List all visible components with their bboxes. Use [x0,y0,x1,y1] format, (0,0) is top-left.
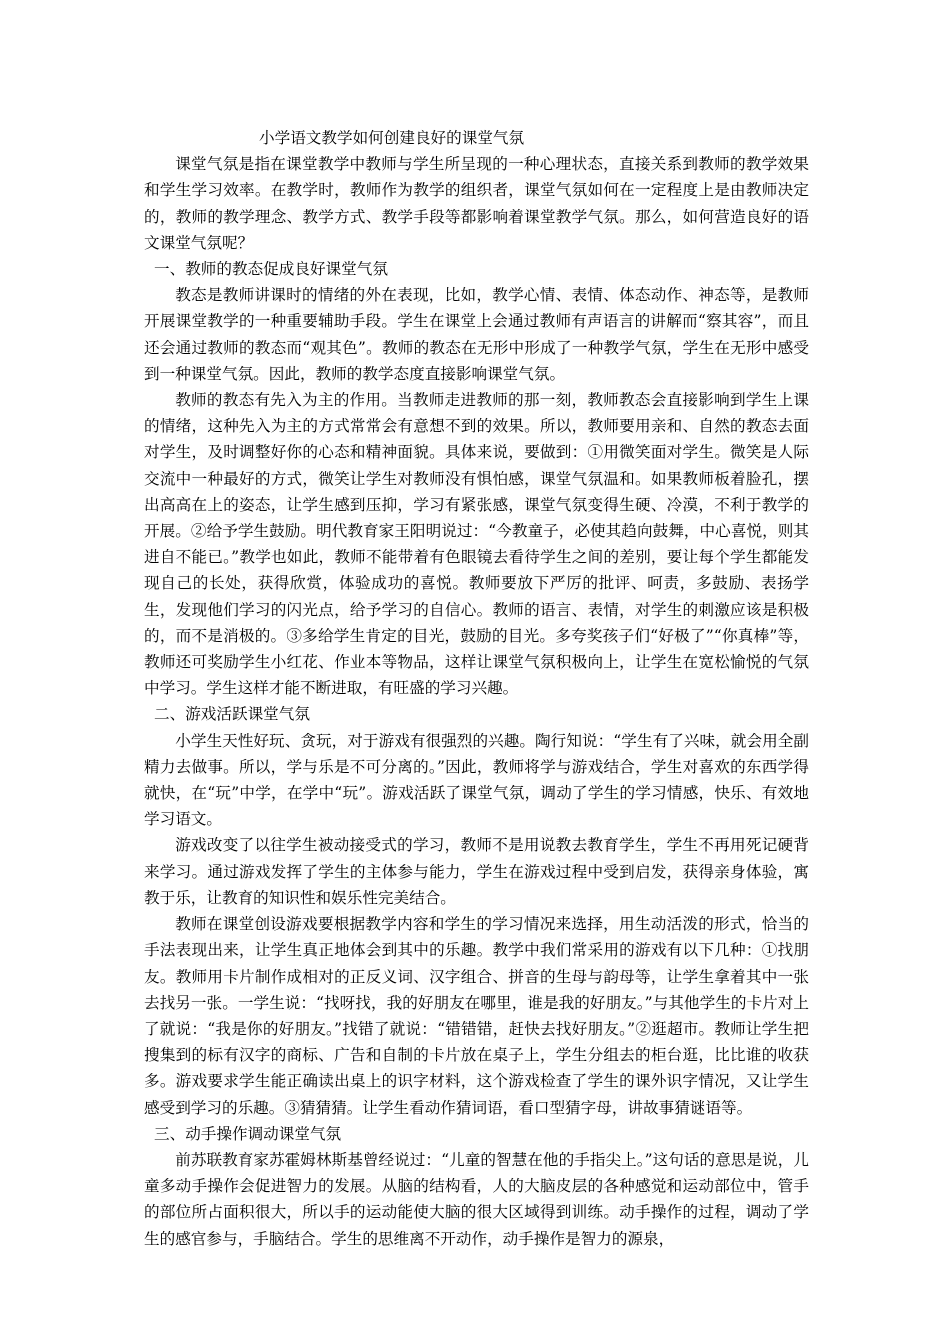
paragraph-2-2: 游戏改变了以往学生被动接受式的学习，教师不是用说教去教育学生，学生不再用死记硬背来学习。通过游戏发挥了学生的主体参与能力，学生在游戏过程中受到启发，获得亲身体验，寓教于乐，让教育的知识性和娱乐性完美结合。 [144,836,809,907]
section-heading-3: 三、动手操作调动课堂气氛 [154,1124,342,1143]
document-title: 小学语文教学如何创建良好的课堂气氛 [259,129,525,147]
paragraph-3-1: 前苏联教育家苏霍姆林斯基曾经说过：“儿童的智慧在他的手指尖上。”这句话的意思是说，儿童多动手操作会促进智力的发展。从脑的结构看，人的大脑皮层的各种感觉和运动部位中，管手的部位所占面积很大，所以手的运动能使大脑的很大区域得到训练。动手操作的过程，调动了学生的感官参与，手脑结合。学生的思维离不开动作，动手操作是智力的源泉， [144,1150,809,1248]
document-body [144,125,809,1252]
paragraph-intro: 课堂气氛是指在课堂教学中教师与学生所呈现的一种心理状态，直接关系到教师的教学效果和学生学习效率。在教学时，教师作为教学的组织者，课堂气氛如何在一定程度上是由教师决定的，教师的教学理念、教学方式、教学手段等都影响着课堂教学气氛。那么，如何营造良好的语文课堂气氛呢？ [144,155,809,252]
paragraph-1-1: 教态是教师讲课时的情绪的外在表现，比如，教学心情、表情、体态动作、神态等，是教师开展课堂教学的一种重要辅助手段。学生在课堂上会通过教师有声语言的讲解而“察其容”，而且还会通过教师的教态而“观其色”。教师的教态在无形中形成了一种教学气氛，学生在无形中感受到一种课堂气氛。因此，教师的教学态度直接影响课堂气氛。 [144,286,809,383]
paragraph-1-2: 教师的教态有先入为主的作用。当教师走进教师的那一刻，教师教态会直接影响到学生上课的情绪，这种先入为主的方式常常会有意想不到的效果。所以，教师要用亲和、自然的教态去面对学生，及时调整好你的心态和精神面貌。具体来说，要做到：①用微笑面对学生。微笑是人际交流中一种最好的方式，微笑让学生对教师没有惧怕感，课堂气氛温和。如果教师板着脸孔，摆出高高在上的姿态，让学生感到压抑，学习有紧张感，课堂气氛变得生硬、冷漠，不利于教学的开展。②给予学生鼓励。明代教育家王阳明说过：“今教童子，必使其趋向鼓舞，中心喜悦，则其进自不能已。”教学也如此，教师不能带着有色眼镜去看待学生之间的差别，要让每个学生都能发现自己的长处，获得欣赏，体验成功的喜悦。教师要放下严厉的批评、呵责，多鼓励、表扬学生，发现他们学习的闪光点，给予学习的自信心。教师的语言、表情，对学生的刺激应该是积极的，而不是消极的。③多给学生肯定的目光，鼓励的目光。多夸奖孩子们“好极了”“你真棒”等，教师还可奖励学生小红花、作业本等物品，这样让课堂气氛积极向上，让学生在宽松愉悦的气氛中学习。学生这样才能不断进取，有旺盛的学习兴趣。 [144,391,809,698]
section-heading-1: 一、教师的教态促成良好课堂气氛 [154,260,388,279]
paragraph-2-3: 教师在课堂创设游戏要根据教学内容和学生的学习情况来选择，用生动活泼的形式，恰当的手法表现出来，让学生真正地体会到其中的乐趣。教学中我们常采用的游戏有以下几种：①找朋友。教师用卡片制作成相对的正反义词、汉字组合、拼音的生母与韵母等，让学生拿着其中一张去找另一张。一学生说：“找呀找，我的好朋友在哪里，谁是我的好朋友。”与其他学生的卡片对上了就说：“我是你的好朋友。”找错了就说：“错错错，赶快去找好朋友。”②逛超市。教师让学生把搜集到的标有汉字的商标、广告和自制的卡片放在桌子上，学生分组去的柜台逛，比比谁的收获多。游戏要求学生能正确读出桌上的识字材料，这个游戏检查了学生的课外识字情况，又让学生感受到学习的乐趣。③猜猜猜。让学生看动作猜词语，看口型猜字母，讲故事猜谜语等。 [144,915,809,1117]
section-heading-2: 二、游戏活跃课堂气氛 [154,705,310,724]
paragraph-2-1: 小学生天性好玩、贪玩，对于游戏有很强烈的兴趣。陶行知说：“学生有了兴味，就会用全副精力去做事。所以，学与乐是不可分离的。”因此，教师将学与游戏结合，学生对喜欢的东西学得就快，在“玩”中学，在学中“玩”。游戏活跃了课堂气氛，调动了学生的学习情感，快乐、有效地学习语文。 [144,731,809,829]
